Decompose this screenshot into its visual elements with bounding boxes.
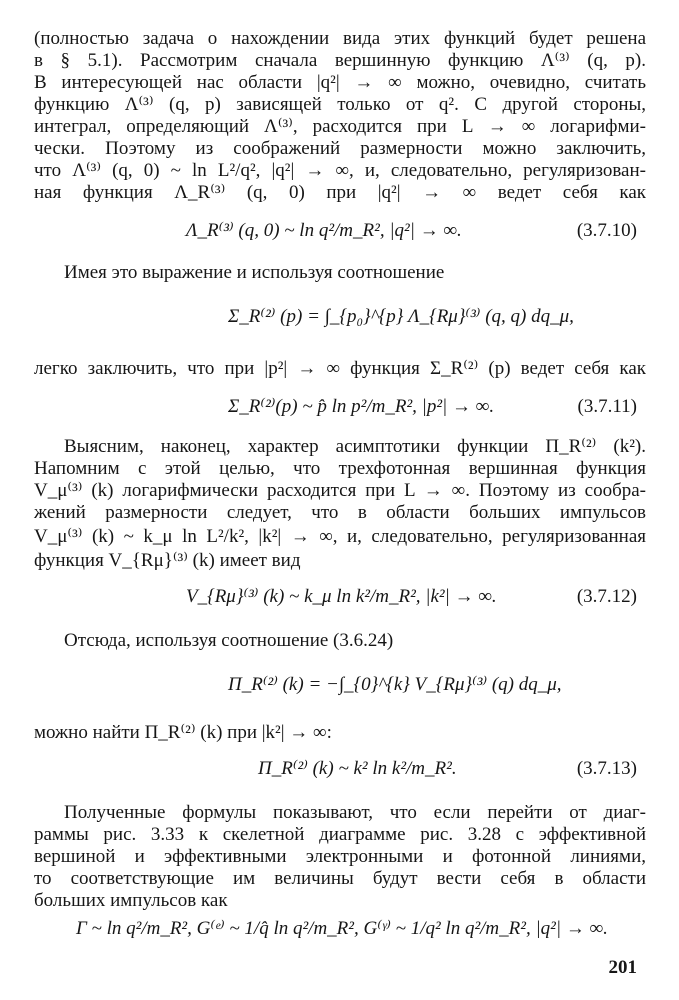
text-line: можно найти Π_R⁽²⁾ (k) при |k²| → ∞: [34, 722, 332, 743]
text-line: V_μ⁽³⁾ (k) ~ k_μ ln L²/k², |k²| → ∞, и, следовательно, регуляризованная [34, 526, 646, 547]
text-line: Напомним с этой целью, что трехфотонная вершинная функция [34, 458, 646, 479]
text-line: жений размерности следует, что в области больших импульсов [34, 502, 646, 523]
text-line: чески. Поэтому из соображений размерности можно заключить, [34, 138, 646, 159]
text-line: Отсюда, используя соотношение (3.6.24) [64, 630, 394, 651]
text-line: Выясним, наконец, характер асимптотики функции Π_R⁽²⁾ (k²). [64, 436, 646, 457]
text-line: что Λ⁽³⁾ (q, 0) ~ ln L²/q², |q²| → ∞, и, следовательно, регуляризован- [34, 160, 646, 181]
text-line: В интересующей нас области |q²| → ∞ можно, очевидно, считать [34, 72, 646, 93]
equation-body: Γ ~ ln q²/m_R², G⁽ᵉ⁾ ~ 1/q̂ ln q²/m_R², G⁽ᵞ⁾ ~ 1/q² ln q²/m_R², |q²| → ∞. [76, 918, 608, 939]
page-number: 201 [608, 957, 637, 978]
text-line: Полученные формулы показывают, что если перейти от диаг- [64, 802, 646, 823]
text-line: функцию Λ⁽³⁾ (q, p) зависящей только от q². С другой стороны, [34, 94, 646, 115]
text-line: ная функция Λ_R⁽³⁾ (q, 0) при |q²| → ∞ ведет себя как [34, 182, 646, 203]
text-line: то соответствующие им величины будут вести себя в области [34, 868, 646, 889]
text-line: вершиной и эффективными электронными и фотонной линиями, [34, 846, 646, 867]
equation-body: Λ_R⁽³⁾ (q, 0) ~ ln q²/m_R², |q²| → ∞. [186, 220, 462, 241]
equation-number: (3.7.11) [577, 396, 637, 417]
text-line: больших импульсов как [34, 890, 228, 911]
text-line: легко заключить, что при |p²| → ∞ функция Σ_R⁽²⁾ (p) ведет себя как [34, 358, 646, 379]
text-line: раммы рис. 3.33 к скелетной диаграмме рис. 3.28 с эффективной [34, 824, 646, 845]
text-line: Имея это выражение и используя соотношение [64, 262, 445, 283]
equation-number: (3.7.13) [576, 758, 637, 779]
equation-number: (3.7.10) [576, 220, 637, 241]
text-line: V_μ⁽³⁾ (k) логарифмически расходится при L → ∞. Поэтому из сообра- [34, 480, 646, 501]
equation-number: (3.7.12) [576, 586, 637, 607]
text-line: в § 5.1). Рассмотрим сначала вершинную функцию Λ⁽³⁾ (q, p). [34, 50, 646, 71]
equation-body: V_{Rμ}⁽³⁾ (k) ~ k_μ ln k²/m_R², |k²| → ∞. [186, 586, 497, 607]
text-line: интеграл, определяющий Λ⁽³⁾, расходится при L → ∞ логарифми- [34, 116, 646, 137]
text-line: (полностью задача о нахождении вида этих функций будет решена [34, 28, 646, 49]
equation-body: Π_R⁽²⁾ (k) ~ k² ln k²/m_R². [258, 758, 457, 779]
equation-body: Σ_R⁽²⁾ (p) = ∫_{p₀}^{p} Λ_{Rμ}⁽³⁾ (q, q) dq_μ, [228, 306, 574, 327]
equation-body: Σ_R⁽²⁾(p) ~ p̂ ln p²/m_R², |p²| → ∞. [228, 396, 495, 417]
equation-body: Π_R⁽²⁾ (k) = −∫_{0}^{k} V_{Rμ}⁽³⁾ (q) dq_μ, [228, 674, 562, 695]
text-line: функция V_{Rμ}⁽³⁾ (k) имеет вид [34, 550, 301, 571]
